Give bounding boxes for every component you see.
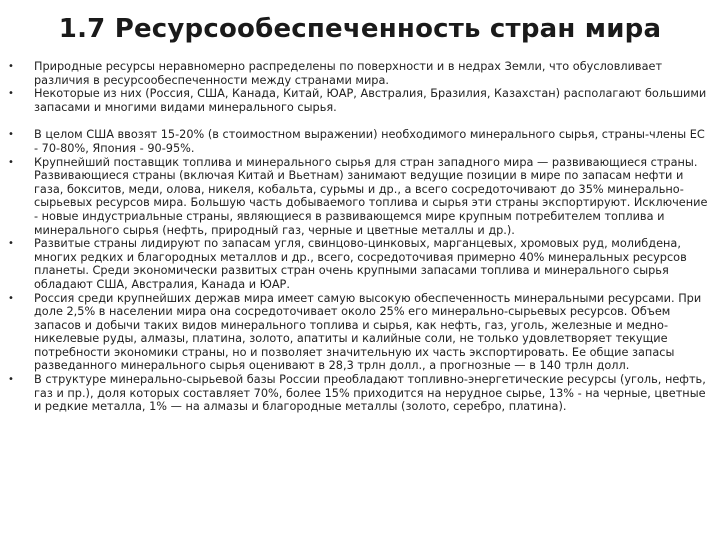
bullet-icon: • [8,129,14,141]
bullet-text: Крупнейший поставщик топлива и минерального сырья для стран западного мира — развивающиеся страны. Развивающиеся страны (включая Китай и Вьетнам) занимают ведущие позиции в мире по запасам нефти и газа, бокситов, меди, олова, никеля, кобальта, сурьмы и др., а всего сосредоточивают до 35% минерально-сырьевых ресурсов мира. Большую часть добываемого топлива и сырья эти страны экспортируют. Исключение - новые индустриальные страны, являющиеся в развивающемся мире крупным потребителем топлива и минерального сырья (нефть, природный газ, черные и цветные металлы и др.). [34,155,708,237]
bullet-icon: • [8,374,14,386]
bullet-item-4 [8,155,712,238]
bullet-icon: • [8,61,14,72]
bullet-icon: • [8,156,14,168]
bullet-item-7 [8,373,712,414]
bullet-icon: • [8,88,14,100]
bullet-text: В структуре минерально-сырьевой базы России преобладают топливно-энергетические ресурсы (уголь, нефть, газ и пр.), доля которых составляет 70%, более 15% приходится на нерудное сырье, 13% - на черные, цветные и редкие металла, 1% — на алмазы и благородные металлы (золото, серебро, платина). [34,373,706,414]
bullet-item-6 [8,291,712,374]
bullet-item-3 [8,128,712,155]
bullet-text: Природные ресурсы неравномерно распределены по поверхности и в недрах Земли, что обусловливает различия в ресурсообеспеченности между странами мира. [34,60,663,87]
slide-title: 1.7 Ресурсообеспеченность стран мира [58,14,662,44]
bullet-item-5 [8,237,712,291]
bullet-list [8,60,712,414]
bullet-icon: • [8,292,14,304]
bullet-icon: • [8,238,14,250]
bullet-text: Развитые страны лидируют по запасам угля, свинцово-цинковых, марганцевых, хромовых руд, молибдена, многих редких и благородных металлов и др., всего, сосредоточивая примерно 40% минеральных ресурсов планеты. Среди экономически развитых стран очень крупными запасами топлива и минерального сырья обладают США, Австралия, Канада и ЮАР. [34,237,687,291]
bullet-text: Некоторые из них (Россия, США, Канада, Китай, ЮАР, Австралия, Бразилия, Казахстан) располагают большими запасами и многими видами минерального сырья. [34,87,707,114]
bullet-text: Россия среди крупнейших держав мира имеет самую высокую обеспеченность минеральными ресурсами. При доле 2,5% в населении мира она сосредоточивает около 25% его минерально-сырьевых ресурсов. Объем запасов и добычи таких видов минерального топлива и сырья, как нефть, газ, уголь, железные и медно-никелевые руды, алмазы, платина, золото, апатиты и калийные соли, не только удовлетворяет текущие потребности экономики страны, но и позволяет значительную их часть экспортировать. Ее общие запасы разведанного минерального сырья оценивают в 28,3 трлн долл., а прогнозные — в 140 трлн долл. [34,291,702,373]
bullet-text: В целом США ввозят 15-20% (в стоимостном выражении) необходимого минерального сырья, страны-члены ЕС - 70-80%, Япония - 90-95%. [34,128,705,155]
bullet-item-2 [8,87,712,114]
bullet-item-1 [8,60,712,87]
